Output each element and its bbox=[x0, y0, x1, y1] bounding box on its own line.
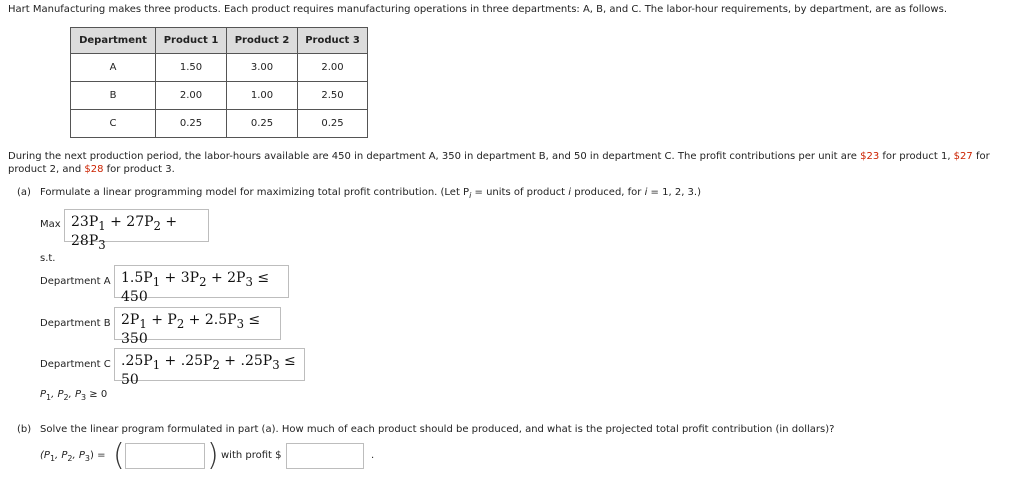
subscript: 1 bbox=[46, 393, 52, 402]
profit-input[interactable] bbox=[286, 443, 364, 469]
constraint-term: + .25P bbox=[160, 353, 213, 369]
table-cell: 2.00 bbox=[298, 54, 368, 82]
table-cell: C bbox=[71, 110, 156, 138]
labor-hour-table bbox=[70, 27, 368, 138]
table-row bbox=[71, 82, 368, 110]
part-a-label: (a) bbox=[17, 187, 31, 198]
problem-paragraph-line2 bbox=[8, 164, 175, 175]
subscript: 1 bbox=[49, 454, 56, 463]
table-cell: 1.50 bbox=[156, 54, 227, 82]
tuple-text: , P bbox=[55, 450, 68, 461]
table-cell: A bbox=[71, 54, 156, 82]
st-label: s.t. bbox=[40, 253, 56, 264]
subscript: 3 bbox=[236, 316, 244, 331]
tuple-text: (P bbox=[40, 450, 50, 461]
objective-term: + 28P bbox=[71, 214, 178, 249]
objective-term: + 27P bbox=[105, 214, 154, 230]
subscript: 2 bbox=[176, 316, 185, 331]
constraint-term: + 2.5P bbox=[184, 312, 237, 328]
part-a-question bbox=[40, 187, 701, 200]
paragraph-text: During the next production period, the labor-hours available are 450 in department A, 350 in department B, and 50 in department C. The profit contributions per unit are bbox=[8, 151, 861, 162]
question-variable: i bbox=[568, 187, 572, 198]
paragraph-text: for product 1, bbox=[879, 151, 954, 162]
tuple-text: ) = bbox=[90, 450, 106, 461]
right-paren-icon: ) bbox=[207, 438, 219, 473]
table-row bbox=[71, 54, 368, 82]
profit-value-product-2: $27 bbox=[953, 151, 973, 162]
question-text: Formulate a linear programming model for maximizing total profit contribution. (Let P bbox=[40, 187, 470, 198]
paragraph-text: for product 3. bbox=[103, 164, 175, 175]
subscript: 2 bbox=[153, 218, 161, 233]
subscript: 3 bbox=[245, 274, 253, 289]
constraint-rhs: ≤ 450 bbox=[121, 270, 270, 305]
paragraph-text: for bbox=[972, 151, 990, 162]
period-text: . bbox=[371, 450, 375, 461]
constraint-term: + .25P bbox=[219, 353, 273, 369]
question-text: produced, for bbox=[571, 187, 645, 198]
subscript: i bbox=[469, 191, 472, 200]
constraint-term: 1.5P bbox=[121, 270, 153, 286]
constraint-label-a: Department A bbox=[40, 276, 111, 287]
subscript: 3 bbox=[84, 454, 90, 463]
left-paren-icon: ( bbox=[113, 438, 125, 473]
table-cell: 0.25 bbox=[227, 110, 298, 138]
table-header: Department bbox=[71, 28, 156, 54]
constraint-term: + 2P bbox=[206, 270, 246, 286]
nonnegativity-constraint bbox=[40, 389, 107, 402]
product-quantities-input[interactable] bbox=[125, 443, 205, 469]
question-variable: i bbox=[644, 187, 648, 198]
constraint-term: + 3P bbox=[160, 270, 200, 286]
paragraph-text: product 2, and bbox=[8, 164, 85, 175]
constraint-term: + P bbox=[146, 312, 177, 328]
constraint-b-answer-box[interactable] bbox=[114, 307, 281, 347]
table-cell: B bbox=[71, 82, 156, 110]
constraint-term: .25P bbox=[121, 353, 153, 369]
profit-value-product-3: $28 bbox=[84, 164, 104, 175]
constraint-a-answer-box[interactable] bbox=[114, 265, 289, 305]
part-b-question: Solve the linear program formulated in part (a). How much of each product should be produced, and what is the projected total profit contribution (in dollars)? bbox=[40, 424, 835, 435]
question-text: = units of product bbox=[471, 187, 569, 198]
constraint-rhs: ≤ 350 bbox=[121, 312, 261, 347]
subscript: 1 bbox=[98, 218, 106, 233]
table-header: Product 2 bbox=[227, 28, 298, 54]
subscript: 2 bbox=[199, 274, 207, 289]
subscript: 2 bbox=[63, 393, 69, 402]
subscript: 1 bbox=[152, 274, 161, 289]
subscript: 1 bbox=[139, 316, 147, 331]
table-cell: 1.00 bbox=[227, 82, 298, 110]
max-label: Max bbox=[40, 219, 61, 230]
tuple-text: , P bbox=[72, 450, 85, 461]
constraint-label-c: Department C bbox=[40, 359, 111, 370]
question-text: = 1, 2, 3.) bbox=[647, 187, 701, 198]
variable: , P bbox=[68, 389, 81, 400]
table-header: Product 1 bbox=[156, 28, 227, 54]
subscript: 3 bbox=[81, 393, 87, 402]
profit-value-product-1: $23 bbox=[860, 151, 880, 162]
objective-answer-box[interactable] bbox=[64, 209, 209, 252]
table-row bbox=[71, 110, 368, 138]
intro-text: Hart Manufacturing makes three products. Each product requires manufacturing operations in three departments: A, B, and C. The labor-hour requirements, by department, are as follows. bbox=[8, 4, 947, 15]
subscript: 2 bbox=[67, 454, 73, 463]
table-header-row bbox=[71, 28, 368, 54]
subscript: 3 bbox=[272, 357, 280, 372]
table-header: Product 3 bbox=[298, 28, 368, 54]
subscript: 1 bbox=[152, 357, 161, 372]
subscript: 2 bbox=[212, 357, 220, 372]
table-cell: 2.50 bbox=[298, 82, 368, 110]
nonneg-relation: ≥ 0 bbox=[86, 389, 108, 400]
decision-tuple-label bbox=[40, 450, 105, 463]
subscript: 3 bbox=[98, 237, 106, 252]
table-cell: 0.25 bbox=[298, 110, 368, 138]
constraint-term: 2P bbox=[121, 312, 140, 328]
problem-paragraph-line1 bbox=[8, 151, 990, 162]
part-b-label: (b) bbox=[17, 424, 32, 435]
variable: P bbox=[40, 389, 47, 400]
table-cell: 3.00 bbox=[227, 54, 298, 82]
table-cell: 0.25 bbox=[156, 110, 227, 138]
table-cell: 2.00 bbox=[156, 82, 227, 110]
constraint-label-b: Department B bbox=[40, 318, 111, 329]
constraint-rhs: ≤ 50 bbox=[121, 353, 296, 388]
objective-term: 23P bbox=[71, 214, 99, 230]
with-profit-label: with profit $ bbox=[221, 450, 282, 461]
variable: , P bbox=[51, 389, 64, 400]
constraint-c-answer-box[interactable] bbox=[114, 348, 305, 388]
